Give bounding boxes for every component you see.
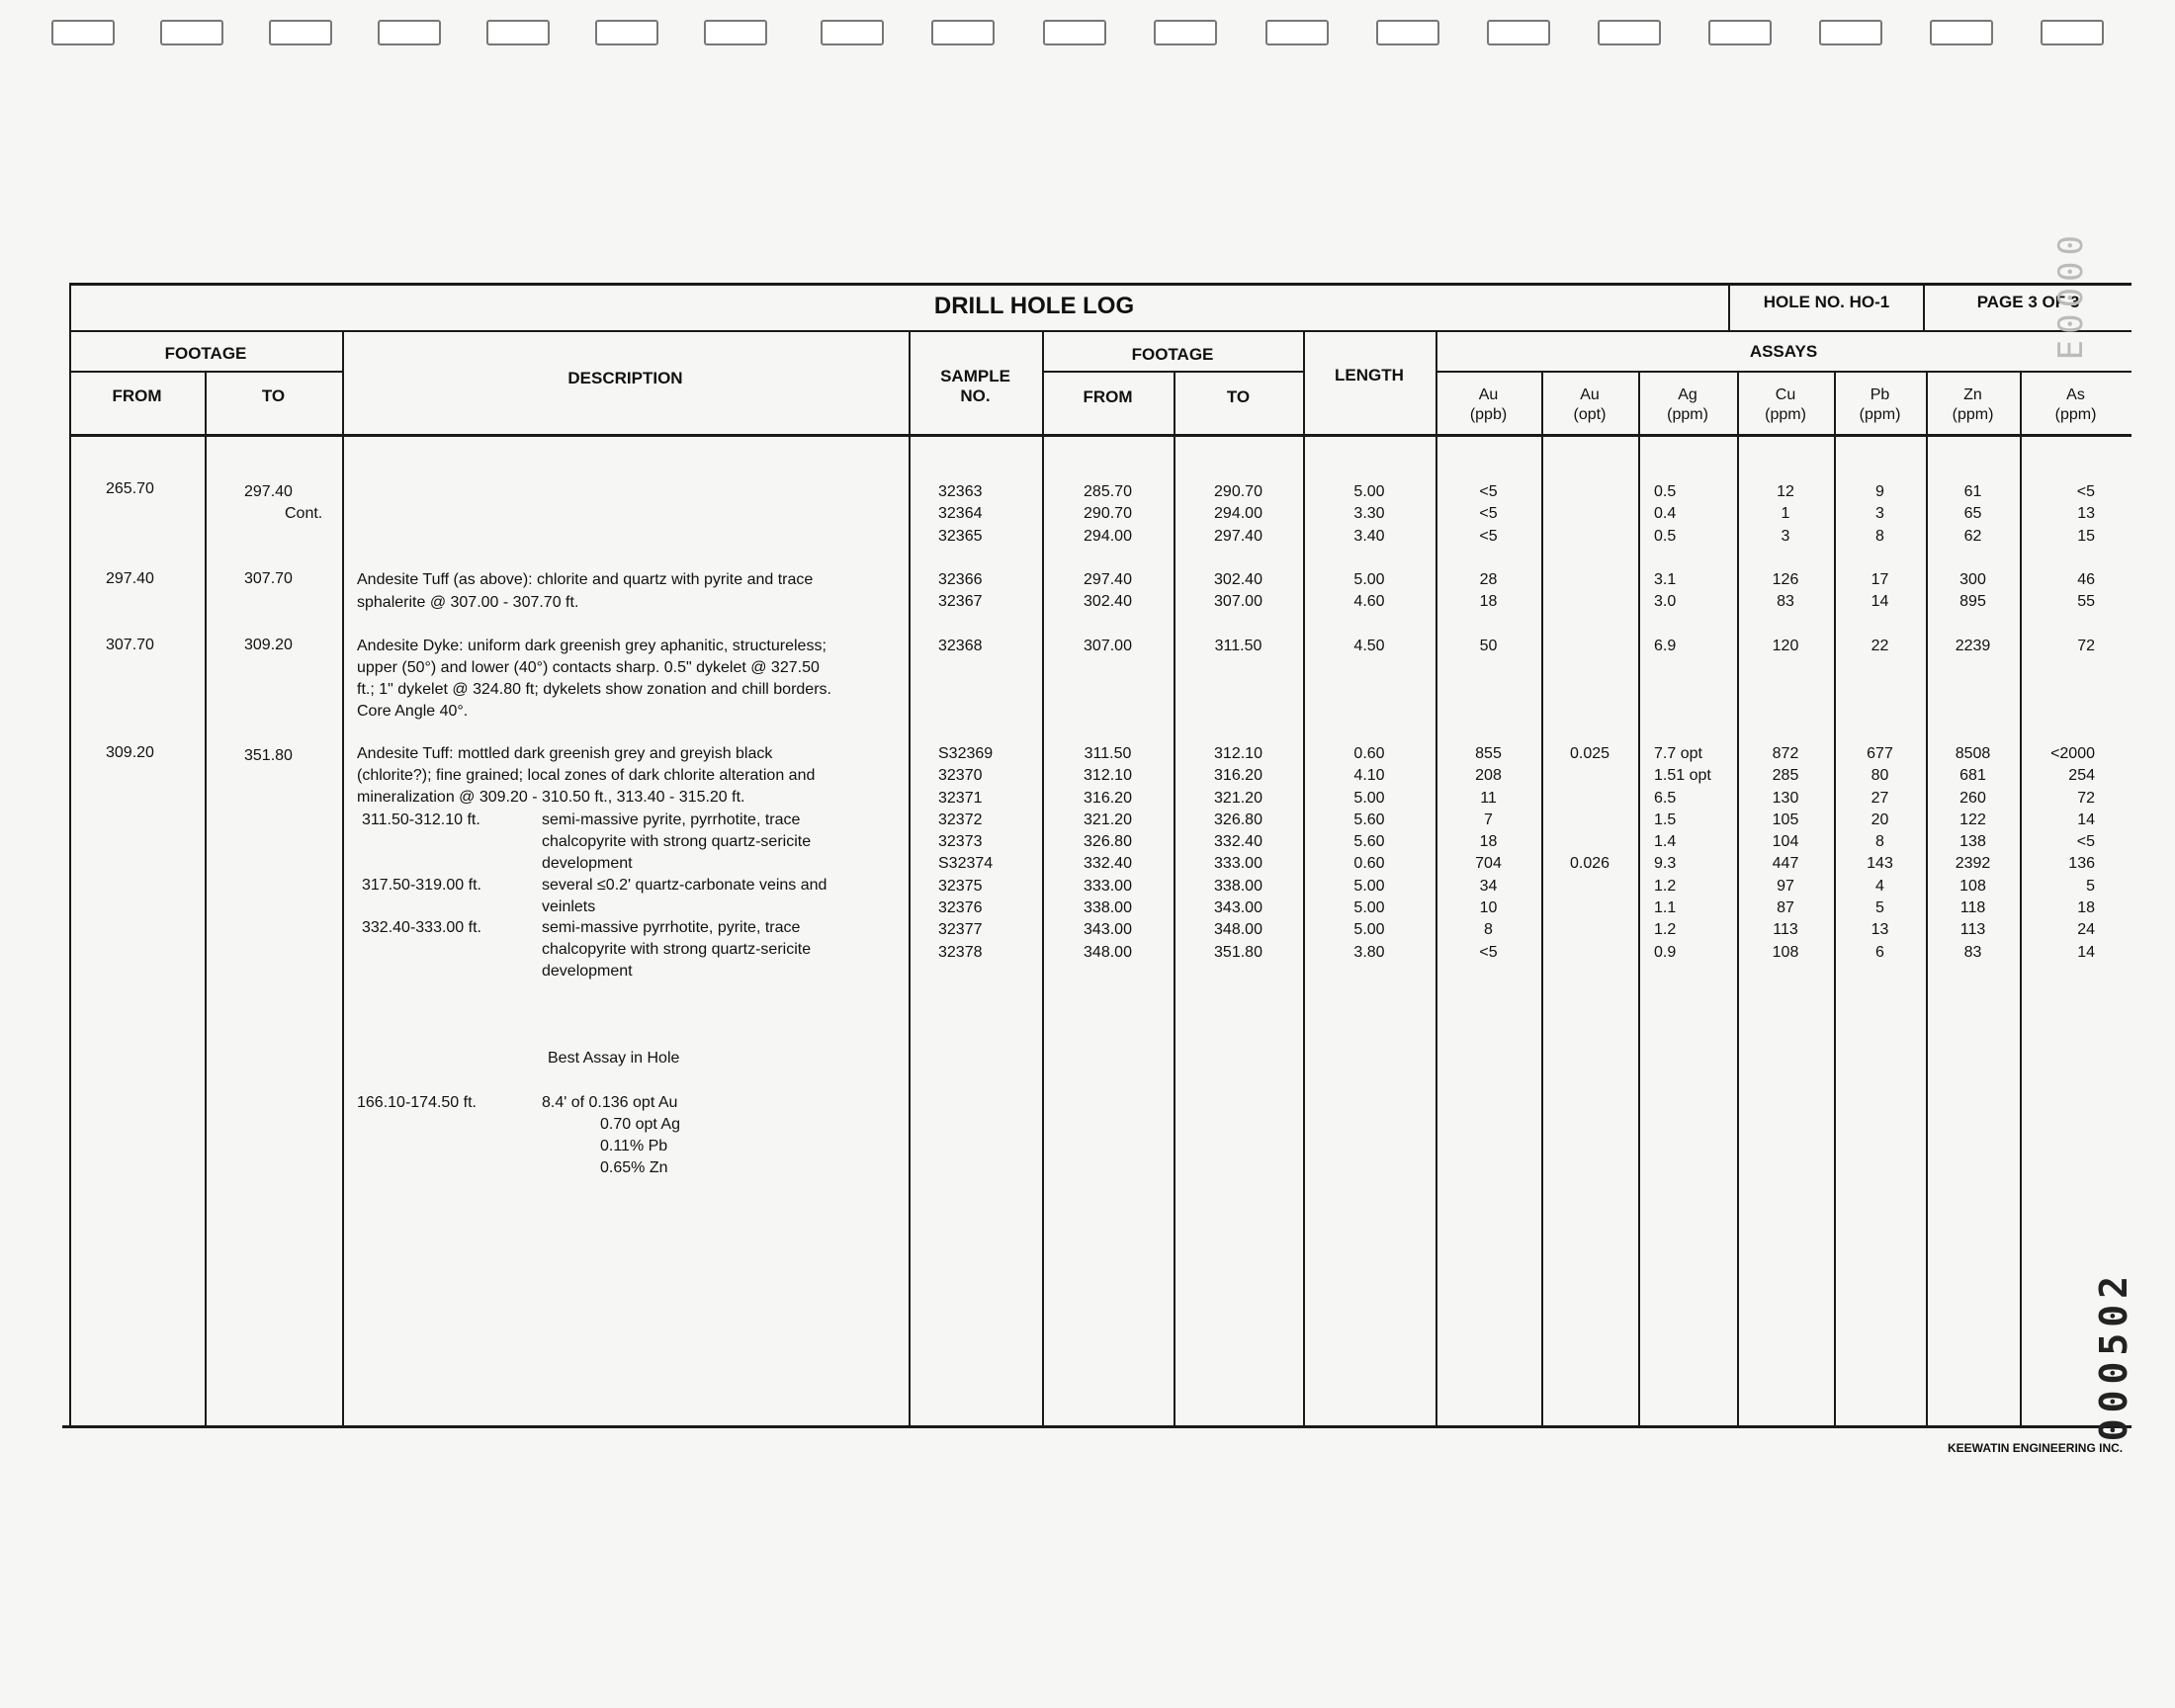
zn-unit: (ppm) [1952, 406, 1994, 423]
au-opt-header: Au [1580, 386, 1600, 403]
best-assay-line: 0.11% Pb [600, 1138, 668, 1154]
sub-interval-line: development [542, 855, 633, 872]
sub-interval-line: chalcopyrite with strong quartz-sericite [542, 833, 812, 850]
col-rule [1638, 371, 1640, 1425]
ag-unit: (ppm) [1667, 406, 1708, 423]
assays-header: ASSAYS [1749, 342, 1818, 361]
description-header: DESCRIPTION [567, 369, 683, 387]
perforation-hole [931, 20, 995, 45]
sub-interval-line: veinlets [542, 898, 596, 915]
perforation-hole [704, 20, 767, 45]
as-cell: <2000 254 72 14 <5 136 5 18 24 14 [2050, 745, 2095, 961]
interval-from: 309.20 [106, 744, 154, 761]
description-line: Core Angle 40°. [357, 703, 469, 720]
ag-cell: 6.9 [1654, 638, 1677, 654]
as-unit: (ppm) [2054, 406, 2097, 423]
sample-to-cell: 290.70 294.00 297.40 [1214, 483, 1262, 545]
cu-cell: 120 [1772, 638, 1799, 654]
au-ppb-cell: 855 208 11 7 18 704 34 10 8 <5 [1475, 745, 1502, 961]
company-name: KEEWATIN ENGINEERING INC. [1948, 1441, 2124, 1455]
perforation-strip [0, 20, 2175, 49]
au-ppb-cell: 50 [1479, 638, 1498, 654]
zn-header: Zn [1963, 386, 1982, 403]
form-title: DRILL HOLE LOG [933, 293, 1135, 319]
cu-cell: 12 1 3 [1777, 483, 1794, 545]
perforation-hole [1376, 20, 1439, 45]
ag-header: Ag [1678, 386, 1697, 403]
sample-length-cell: 5.00 3.30 3.40 [1353, 483, 1385, 545]
pb-header: Pb [1870, 386, 1890, 403]
perforation-hole [1487, 20, 1550, 45]
perforation-hole [269, 20, 332, 45]
length-header: LENGTH [1335, 366, 1404, 384]
au-ppb-header: Au [1478, 386, 1499, 403]
au-opt-unit: (opt) [1573, 406, 1607, 423]
sample-length-cell: 4.50 [1353, 638, 1385, 654]
perforation-hole [1043, 20, 1106, 45]
sample-to-cell: 302.40 307.00 [1214, 571, 1262, 611]
sample-length-cell: 5.00 4.60 [1353, 571, 1385, 611]
col-rule [205, 371, 207, 1425]
sub-interval-range: 317.50-319.00 ft. [362, 877, 481, 894]
cu-cell: 872 285 130 105 104 447 97 87 113 108 [1772, 745, 1799, 961]
perforation-hole [160, 20, 223, 45]
interval-from: 265.70 [106, 480, 154, 497]
assays-subrule [1436, 371, 2132, 373]
description-line: ft.; 1" dykelet @ 324.80 ft; dykelets show zonation and chill borders. [357, 681, 831, 698]
sub-interval-line: semi-massive pyrrhotite, pyrite, trace [542, 919, 801, 936]
best-assay-title: Best Assay in Hole [548, 1050, 680, 1067]
pb-cell: 677 80 27 20 8 143 4 5 13 6 [1867, 745, 1893, 961]
perforation-hole [378, 20, 441, 45]
title-rule [69, 330, 2132, 332]
au-ppb-unit: (ppb) [1469, 406, 1508, 423]
best-assay-range: 166.10-174.50 ft. [357, 1094, 477, 1111]
zn-cell: 8508 681 260 122 138 2392 108 118 113 83 [1955, 745, 1991, 961]
sample-to-cell: 311.50 [1214, 638, 1262, 654]
faint-stamp: E0000 [2051, 229, 2091, 361]
description-line: mineralization @ 309.20 - 310.50 ft., 313.40 - 315.20 ft. [357, 789, 745, 806]
interval-to: 309.20 [244, 637, 293, 653]
perforation-hole [1265, 20, 1329, 45]
sub-interval-range: 311.50-312.10 ft. [362, 811, 480, 828]
interval-to: 351.80 [244, 747, 293, 764]
description-line: (chlorite?); fine grained; local zones of dark chlorite alteration and [357, 767, 816, 784]
perforation-hole [595, 20, 658, 45]
best-assay-line: 0.70 opt Ag [600, 1116, 680, 1133]
document-stamp: 000502 [2092, 1270, 2135, 1442]
perforation-hole [821, 20, 884, 45]
footage-header: FOOTAGE [164, 344, 247, 363]
au-opt-cell: 0.025 0.026 [1569, 745, 1610, 873]
sample-from-cell: 285.70 290.70 294.00 [1084, 483, 1132, 545]
col-rule [909, 330, 911, 1425]
col-rule [69, 283, 71, 1425]
au-ppb-cell: 28 18 [1479, 571, 1498, 611]
to-header: TO [261, 386, 286, 405]
sample-from-cell: 311.50 312.10 316.20 321.20 326.80 332.40 333.00 338.00 343.00 348.00 [1084, 745, 1132, 961]
zn-cell: 2239 [1955, 638, 1991, 654]
sub-interval-line: development [542, 963, 633, 980]
sample-from-cell: 307.00 [1084, 638, 1132, 654]
interval-from: 297.40 [106, 570, 154, 587]
sample-to-cell: 312.10 316.20 321.20 326.80 332.40 333.00 338.00 343.00 348.00 351.80 [1214, 745, 1262, 961]
description-line: Andesite Tuff: mottled dark greenish grey and greyish black [357, 745, 773, 762]
table-top-border [69, 283, 2132, 286]
as-cell: 46 55 [2077, 571, 2095, 611]
pb-cell: 9 3 8 [1875, 483, 1884, 545]
description-line: upper (50°) and lower (40°) contacts sharp. 0.5" dykelet @ 327.50 [357, 659, 820, 676]
cu-header: Cu [1775, 386, 1796, 403]
header-bottom-rule [69, 434, 2132, 437]
from2-header: FROM [1083, 387, 1133, 406]
sub-interval-line: semi-massive pyrite, pyrrhotite, trace [542, 811, 801, 828]
col-rule [342, 330, 344, 1425]
cu-cell: 126 83 [1772, 571, 1799, 611]
from-header: FROM [112, 386, 162, 405]
sample-number-cell: 32368 [938, 638, 983, 654]
perforation-hole [51, 20, 115, 45]
as-cell: <5 13 15 [2076, 483, 2095, 545]
sub-interval-range: 332.40-333.00 ft. [362, 919, 481, 936]
to2-header: TO [1226, 387, 1251, 406]
ag-cell: 7.7 opt 1.51 opt 6.5 1.5 1.4 9.3 1.2 1.1 1.2 0.9 [1654, 745, 1711, 961]
perforation-hole [1819, 20, 1882, 45]
interval-to: 297.40 [244, 483, 293, 500]
best-assay-line: 8.4' of 0.136 opt Au [542, 1094, 678, 1111]
interval-to: 307.70 [244, 570, 293, 587]
footage2-header: FOOTAGE [1131, 345, 1214, 364]
cu-unit: (ppm) [1765, 406, 1806, 423]
pb-unit: (ppm) [1859, 406, 1901, 423]
sample-no-header: SAMPLE [940, 367, 1010, 385]
interval-note: Cont. [285, 505, 323, 522]
page-number: PAGE 3 OF 3 [1976, 293, 2080, 311]
perforation-hole [486, 20, 550, 45]
pb-cell: 22 [1870, 638, 1889, 654]
ag-cell: 0.5 0.4 0.5 [1654, 483, 1677, 545]
description-line: sphalerite @ 307.00 - 307.70 ft. [357, 594, 579, 611]
best-assay-line: 0.65% Zn [600, 1159, 668, 1176]
perforation-hole [1154, 20, 1217, 45]
sample-number-cell: 32363 32364 32365 [938, 483, 983, 545]
description-line: Andesite Dyke: uniform dark greenish grey aphanitic, structureless; [357, 638, 826, 654]
description-line: Andesite Tuff (as above): chlorite and quartz with pyrite and trace [357, 571, 814, 588]
perforation-hole [1598, 20, 1661, 45]
hole-number: HOLE NO. HO-1 [1763, 293, 1890, 311]
sample-number-cell: S32369 32370 32371 32372 32373 S32374 32375 32376 32377 32378 [938, 745, 994, 961]
zn-cell: 300 895 [1959, 571, 1986, 611]
sample-from-cell: 297.40 302.40 [1084, 571, 1132, 611]
perforation-hole [1930, 20, 1993, 45]
sample-number-cell: 32366 32367 [938, 571, 983, 611]
as-header: As [2066, 386, 2085, 403]
perforation-hole [2041, 20, 2104, 45]
as-cell: 72 [2077, 638, 2095, 654]
sub-interval-line: several ≤0.2' quartz-carbonate veins and [542, 877, 827, 894]
zn-cell: 61 65 62 [1963, 483, 1982, 545]
ag-cell: 3.1 3.0 [1654, 571, 1677, 611]
footage2-subrule [1042, 371, 1303, 373]
table-bottom-border [62, 1425, 2132, 1428]
perforation-hole [1708, 20, 1772, 45]
sample-length-cell: 0.60 4.10 5.00 5.60 5.60 0.60 5.00 5.00 5.00 3.80 [1353, 745, 1385, 961]
sample-no-header-2: NO. [960, 386, 991, 405]
au-ppb-cell: <5 <5 <5 [1479, 483, 1498, 545]
interval-from: 307.70 [106, 637, 154, 653]
pb-cell: 17 14 [1870, 571, 1889, 611]
sub-interval-line: chalcopyrite with strong quartz-sericite [542, 941, 812, 958]
